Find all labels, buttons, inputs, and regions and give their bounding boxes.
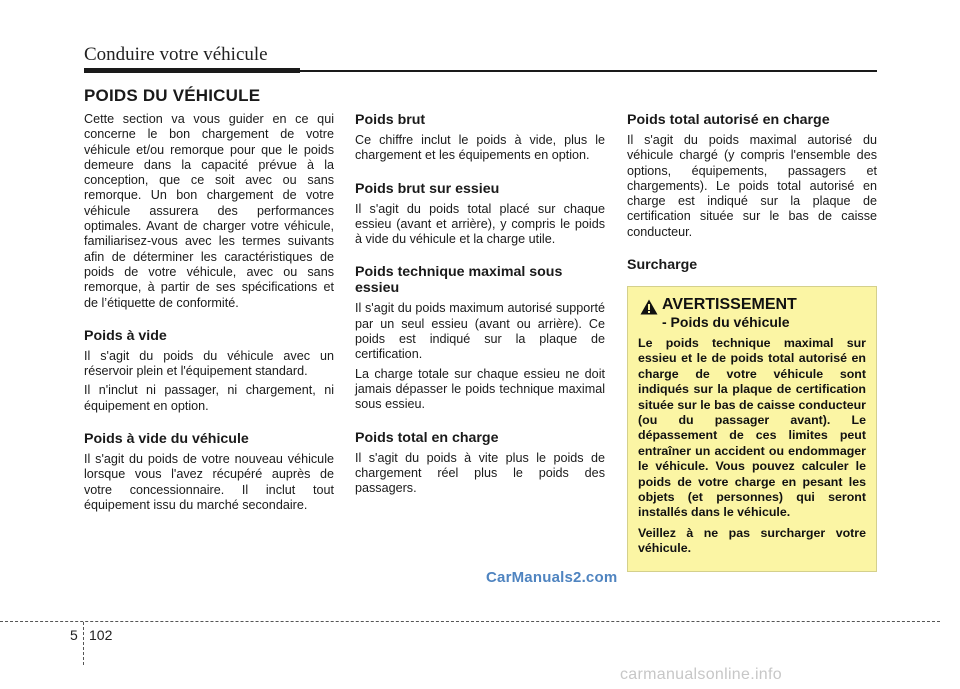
column-3 [627,112,877,278]
heading-total-load-weight: Poids total en charge [355,429,499,446]
page-number: 102 [89,627,113,643]
warning-body [638,336,866,557]
paragraph-empty-weight-1: Il s'agit du poids du véhicule avec un réservoir plein et l'équipement standard. [84,348,334,379]
paragraph-gvwr: Il s'agit du poids maximal autorisé du véhicule chargé (y compris l'ensemble des options, équipements, passagers et chargements). Le poids total autorisé en charge est indiqué sur la plaque de certification située sur le bas de caisse conducteur. [627,133,877,239]
paragraph-gross-axle-weight: Il s'agit du poids total placé sur chaque essieu (avant et arrière), y compris le poids à vide du véhicule et la charge utile. [355,201,605,247]
warning-paragraph-1: Le poids technique maximal sur essieu et le de poids total autorisé en charge de votre véhicule sont indiqués sur la plaque de certification située sur le bas de caisse conducteur (ou du passager avant). Le dépassement de ces limites peut entraîner un accident ou endommager le véhicule. Vous pouvez calculer le poids de votre charge en pesant les objets (et personnes) qui seront installés dans le véhicule. [638,336,866,520]
carmanuals-watermark: CarManuals2.com [486,569,618,586]
heading-gvwr: Poids total autorisé en charge [627,112,830,128]
warning-icon [640,299,658,315]
paragraph-gross-weight: Ce chiffre inclut le poids à vide, plus le chargement et les équipements en option. [355,133,605,163]
heading-max-axle-weight: Poids technique maximal sous essieu [355,264,563,297]
paragraph-total-load-weight: Il s'agit du poids à vite plus le poids de chargement réel plus le poids des passagers. [355,450,605,496]
paragraph-empty-weight-2: Il n'inclut ni passager, ni chargement, ni équipement en option. [84,383,334,413]
paragraph-vehicle-empty-weight: Il s'agit du poids de votre nouveau véhicule lorsque vous l'avez récupéré auprès de votre concessionnaire. Il inclut tout équipement issu du marché secondaire. [84,452,334,512]
column-2 [355,112,605,500]
heading-overload: Surcharge [627,257,698,274]
warning-paragraph-2: Veillez à ne pas surcharger votre véhicule. [638,525,866,556]
footer-divider [0,621,940,622]
paragraph-max-axle-weight-2: La charge totale sur chaque essieu ne doit jamais dépasser le poids technique maximal sous essieu. [355,366,605,412]
header-bar [84,68,300,73]
chapter-title: Conduire votre véhicule [84,44,268,65]
paragraph-max-axle-weight-1: Il s'agit du poids maximum autorisé supporté par un seul essieu (avant ou arrière). Ce poids est indiqué sur la plaque de certification. [355,301,605,362]
heading-empty-weight: Poids à vide [84,327,167,344]
heading-gross-weight: Poids brut [355,112,426,128]
header-rule [300,70,877,72]
footer-vertical-divider [83,622,84,665]
heading-vehicle-empty-weight: Poids à vide du véhicule [84,431,249,448]
chapter-number: 5 [70,627,78,643]
warning-subtitle: - Poids du véhicule [662,314,790,330]
warning-title: AVERTISSEMENT [662,296,797,313]
column-1 [84,112,334,517]
warning-header [638,295,866,331]
site-watermark: carmanualsonline.info [620,666,782,683]
heading-gross-axle-weight: Poids brut sur essieu [355,180,500,197]
intro-paragraph: Cette section va vous guider en ce qui concerne le bon chargement de votre véhicule et/ou remorque pour que le poids demeure dans la capacité prévue à la conception, que ce soit avec ou sans remorque. Un bon chargement de votre véhicule assurera des performances optimales. Avant de charger votre véhicule, familiarisez-vous avec les termes suivants afin de déterminer les caractéristiques de poids de votre véhicule, avec ou sans remorque, à partir de ses spécifications et de l’étiquette de conformité. [84,112,334,310]
section-title: POIDS DU VÉHICULE [84,86,261,105]
warning-box [627,286,877,572]
